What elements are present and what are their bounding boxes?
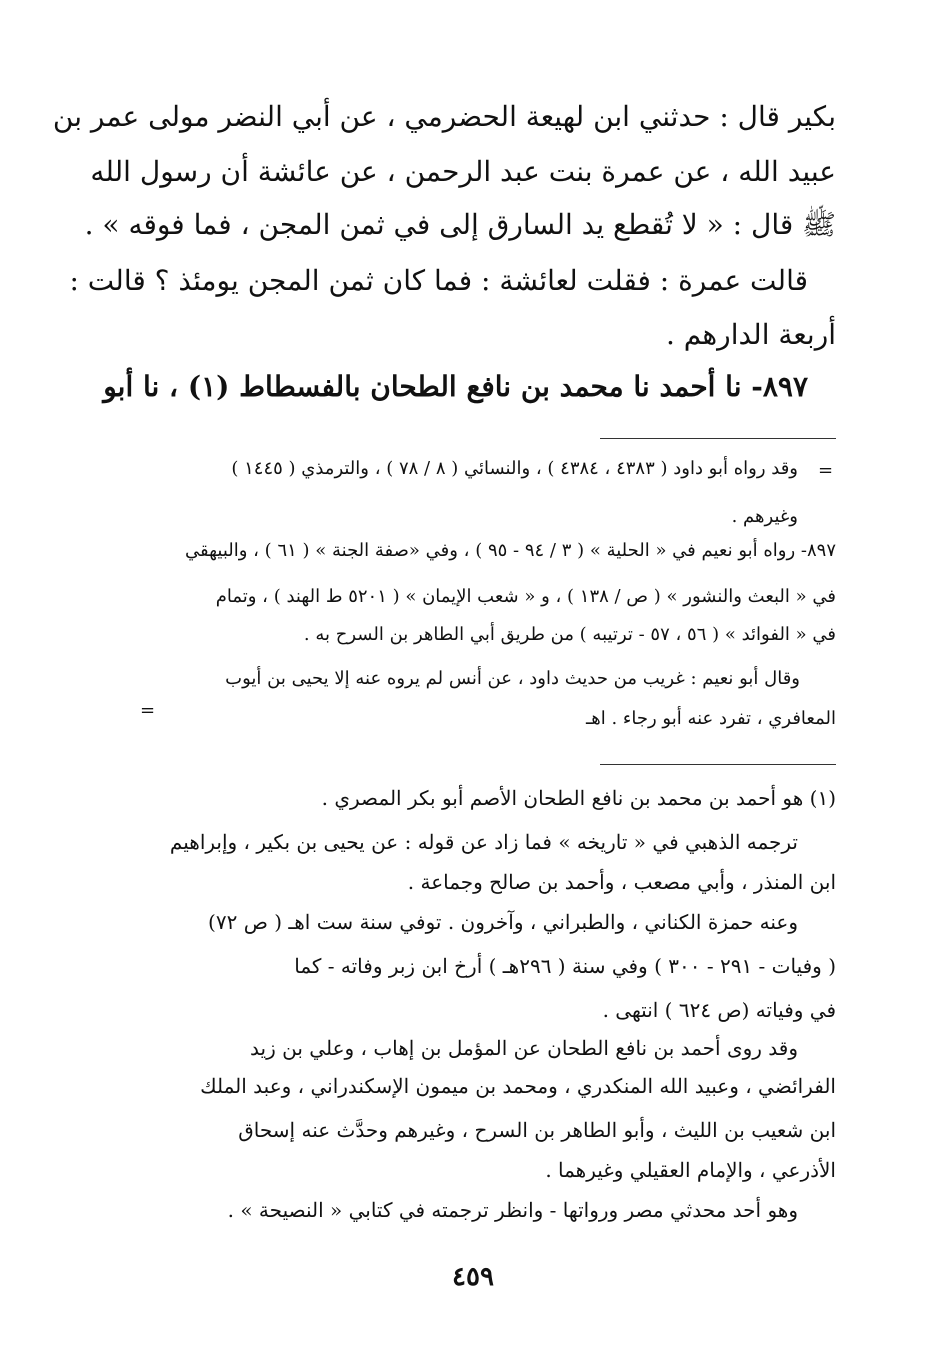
note-line-6: في وفياته (ص ٦٢٤ ) انتهى .	[602, 998, 836, 1022]
footnote-line-4: في « البعث والنشور » ( ص / ١٣٨ ) ، و « شعب الإيمان » ( ٥٢٠١ ط الهند ) ، وتمام	[215, 586, 836, 607]
footnote-line-7: المعافري ، تفرد عنه أبو رجاء . اهـ	[586, 708, 836, 729]
note-line-2: ترجمه الذهبي في « تاريخه » فما زاد عن قوله : عن يحيى بن بكير ، وإبراهيم	[169, 830, 798, 854]
main-line-4: قالت عمرة : فقلت لعائشة : فما كان ثمن المجن يومئذ ؟ قالت :	[69, 264, 808, 297]
note-line-5: ( وفيات - ٢٩١ - ٣٠٠ ) وفي سنة ( ٢٩٦هـ ) أرخ ابن زبر وفاته - كما	[294, 954, 836, 978]
main-line-1: بكير قال : حدثني ابن لهيعة الحضرمي ، عن أبي النضر مولى عمر بن	[52, 100, 836, 133]
note-line-11: وهو أحد محدثي مصر ورواتها - وانظر ترجمته في كتابي « النصيحة » .	[227, 1198, 798, 1222]
main-line-3: ﷺ قال : « لا تُقطع يد السارق إلى في ثمن المجن ، فما فوقه » .	[84, 208, 836, 241]
note-line-4: وعنه حمزة الكناني ، والطبراني ، وآخرون . توفي سنة ست اهـ ( ص ٧٢)	[208, 910, 798, 934]
continuation-marker-end: =	[140, 700, 156, 721]
continuation-marker: =	[818, 460, 834, 481]
note-line-1: (١) هو أحمد بن محمد بن نافع الطحان الأصم أبو بكر المصري .	[321, 786, 836, 810]
note-line-9: ابن شعيب بن الليث ، وأبو الطاهر بن السرح ، وغيرهم وحدَّث عنه إسحاق	[238, 1118, 836, 1142]
note-line-10: الأذرعي ، والإمام العقيلي وغيرهما .	[545, 1158, 836, 1182]
footnote-line-3: ٨٩٧- رواه أبو نعيم في « الحلية » ( ٣ / ٩٤ - ٩٥ ) ، وفي «صفة الجنة » ( ٦١ ) ، والبيهقي	[184, 540, 836, 561]
page-number: ٤٥٩	[452, 1262, 494, 1292]
footnote-line-6: وقال أبو نعيم : غريب من حديث داود ، عن أنس لم يروه عنه إلا يحيى بن أيوب	[225, 668, 800, 689]
footnote-line-1: وقد رواه أبو داود ( ٤٣٨٣ ، ٤٣٨٤ ) ، والنسائي ( ٨ / ٧٨ ) ، والترمذي ( ١٤٤٥ )	[231, 458, 798, 479]
main-line-2: عبيد الله ، عن عمرة بنت عبد الرحمن ، عن عائشة أن رسول الله	[90, 155, 836, 188]
footnote-line-2: وغيرهم .	[731, 506, 798, 527]
note-line-3: ابن المنذر ، وأبي مصعب ، وأحمد بن صالح وجماعة .	[407, 870, 836, 894]
note-line-8: الفرائضي ، وعبيد الله المنكدري ، ومحمد بن ميمون الإسكندراني ، وعبد الملك	[200, 1074, 836, 1098]
hadith-897-heading: ٨٩٧- نا أحمد نا محمد بن نافع الطحان بالفسطاط (١) ، نا أبو	[103, 370, 808, 403]
footnote-line-5: في « الفوائد » ( ٥٦ ، ٥٧ - ترتيبه ) من طريق أبي الطاهر بن السرح به .	[303, 624, 836, 645]
note-line-7: وقد روى أحمد بن نافع الطحان عن المؤمل بن إهاب ، وعلي بن زيد	[250, 1036, 798, 1060]
main-line-5: أربعة الدارهم .	[665, 318, 836, 351]
footnote-separator	[600, 438, 836, 439]
notes-separator	[600, 764, 836, 765]
